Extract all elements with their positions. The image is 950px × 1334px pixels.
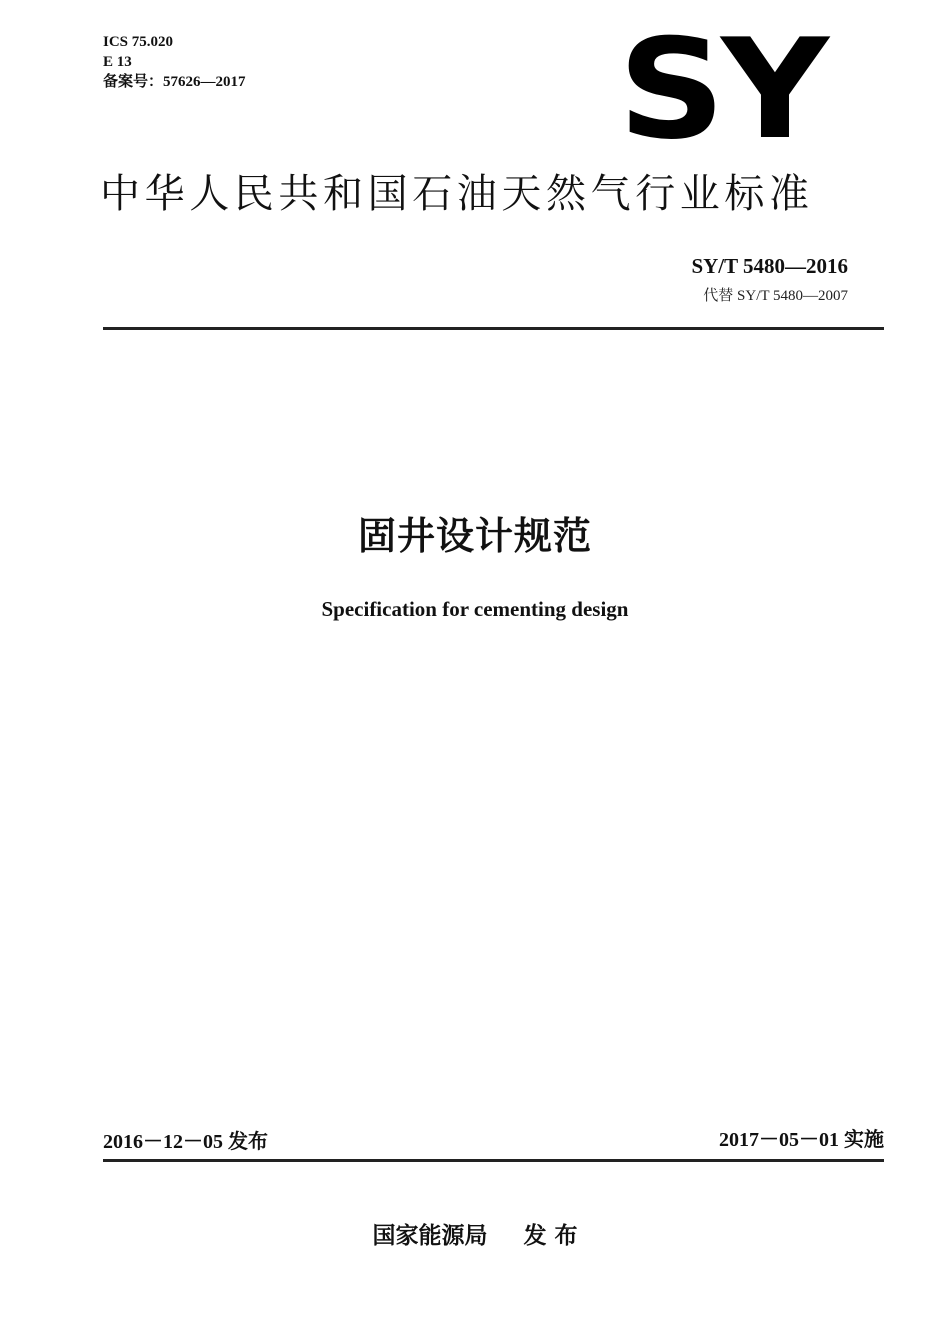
implementation-date: 2017－05－01 实施 [719, 1129, 884, 1151]
classification-block [103, 32, 246, 92]
document-title-chinese: 固井设计规范 [357, 514, 592, 558]
industry-standard-title: 中华人民共和国石油天然气行业标准 [100, 171, 814, 217]
publisher-line [0, 1219, 950, 1253]
top-divider [103, 327, 884, 330]
document-title-english: Specification for cementing design [321, 597, 629, 621]
issue-date: 2016－12－05 发布 [103, 1131, 268, 1153]
replaces-standard: 代替 SY/T 5480—2007 [703, 288, 848, 304]
filing-number: 备案号：57626—2017 [103, 74, 246, 90]
sy-logo: SY [618, 9, 825, 170]
ics-code: ICS 75.020 [103, 34, 174, 50]
publisher-name: 国家能源局 [372, 1223, 488, 1249]
publish-label: 发 布 [523, 1223, 578, 1249]
bottom-divider [103, 1159, 884, 1162]
classification-code: E 13 [103, 54, 132, 70]
standard-code: SY/T 5480—2016 [691, 254, 848, 278]
